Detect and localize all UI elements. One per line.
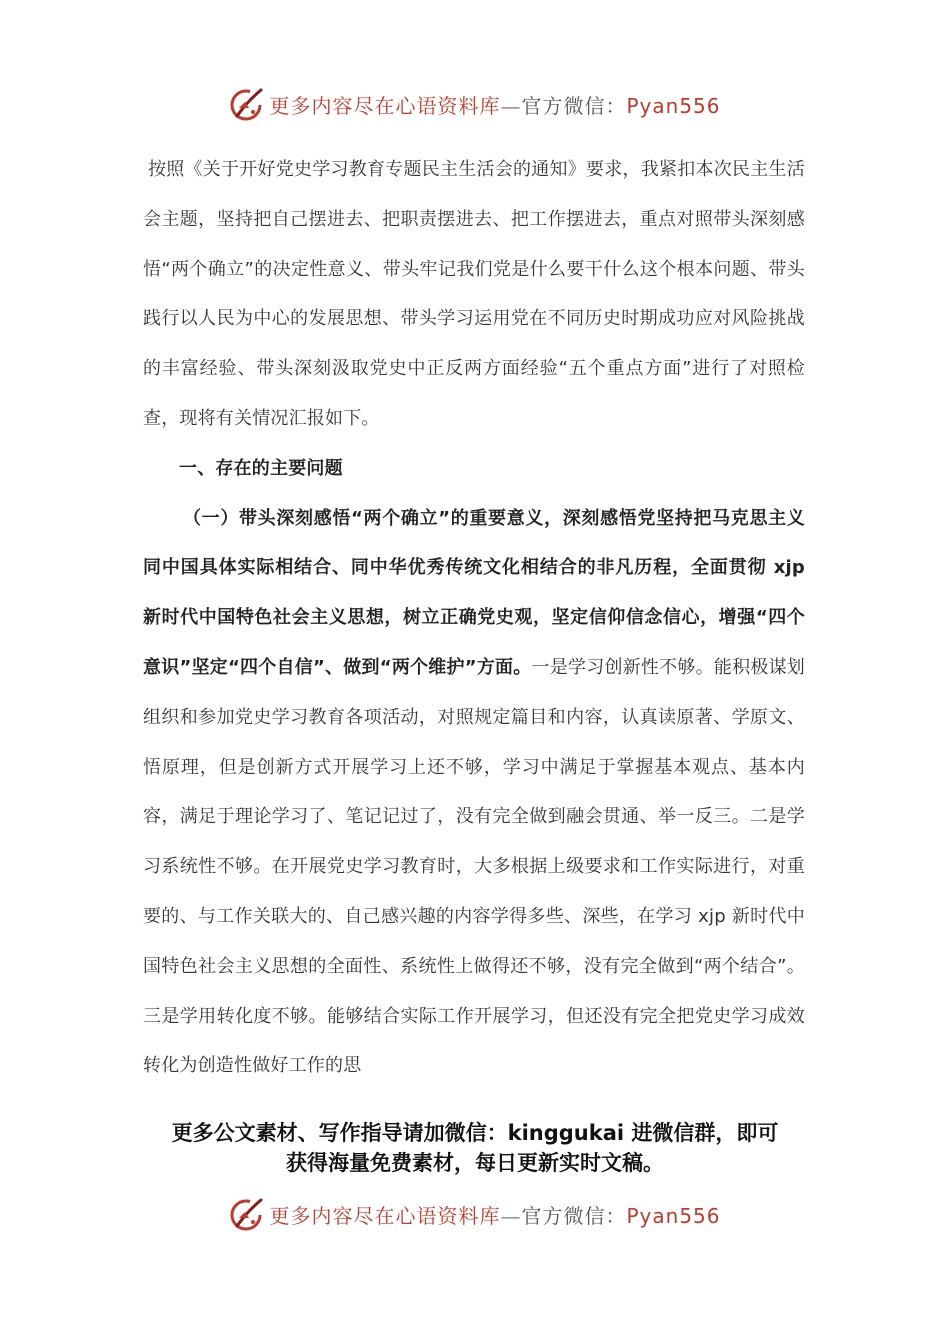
banner-dash: — [500,93,522,118]
intro-paragraph: 按照《关于开好党史学习教育专题民主生活会的通知》要求，我紧扣本次民主生活会主题，坚持把自己摆进去、把职责摆进去、把工作摆进去，重点对照带头深刻感悟“两个确立”的决定性意义、带头牢记我们党是什么要干什么这个根本问题、带头践行以人民为中心的发展思想、带头学习运用党在不同历史时期成功应对风险挑战的丰富经验、带头深刻汲取党史中正反两方面经验“五个重点方面”进行了对照检查，现将有关情况汇报如下。 [143,159,805,429]
header-banner [0,82,950,126]
banner-site-text: 更多内容尽在心语资料库 [269,93,501,118]
banner-text [269,90,720,119]
promo-notice [130,1118,820,1178]
footer-banner [0,1192,950,1236]
banner-text [269,1200,720,1229]
banner-wechat-label: 官方微信： [521,93,627,118]
banner-wechat-id: Pyan556 [626,93,721,118]
notice-line-2: 获得海量免费素材，每日更新实时文稿。 [286,1151,664,1175]
banner-wechat-label: 官方微信： [521,1203,627,1228]
subsection-paragraph [143,494,805,1092]
section-heading: 一、存在的主要问题 [179,457,343,479]
subsection-title: （一）带头深刻感悟“两个确立”的重要意义，深刻感悟党坚持把马克思主义同中国具体实际相结合、同中华优秀传统文化相结合的非凡历程，全面贯彻 xjp 新时代中国特色社会主义思想，树立正确党史观，坚定信仰信念信心，增强“四个意识”坚定“四个自信”、做到“两个维护”方面。 [143,507,805,678]
notice-line-1: 更多公文素材、写作指导请加微信：kinggukai 进微信群，即可 [171,1121,779,1145]
brush-logo-icon [229,1196,265,1232]
document-body [143,145,805,1091]
banner-dash: — [500,1203,522,1228]
banner-wechat-id: Pyan556 [626,1203,721,1228]
brush-logo-icon [229,86,265,122]
banner-site-text: 更多内容尽在心语资料库 [269,1203,501,1228]
subsection-text: 一是学习创新性不够。能积极谋划组织和参加党史学习教育各项活动，对照规定篇目和内容，认真读原著、学原文、悟原理，但是创新方式开展学习上还不够，学习中满足于掌握基本观点、基本内容，满足于理论学习了、笔记记过了，没有完全做到融会贯通、举一反三。二是学习系统性不够。在开展党史学习教育时，大多根据上级要求和工作实际进行，对重要的、与工作关联大的、自己感兴趣的内容学得多些、深些，在学习 xjp 新时代中国特色社会主义思想的全面性、系统性上做得还不够，没有完全做到“两个结合”。三是学用转化度不够。能够结合实际工作开展学习，但还没有完全把党史学习成效转化为创造性做好工作的思 [143,656,806,1077]
